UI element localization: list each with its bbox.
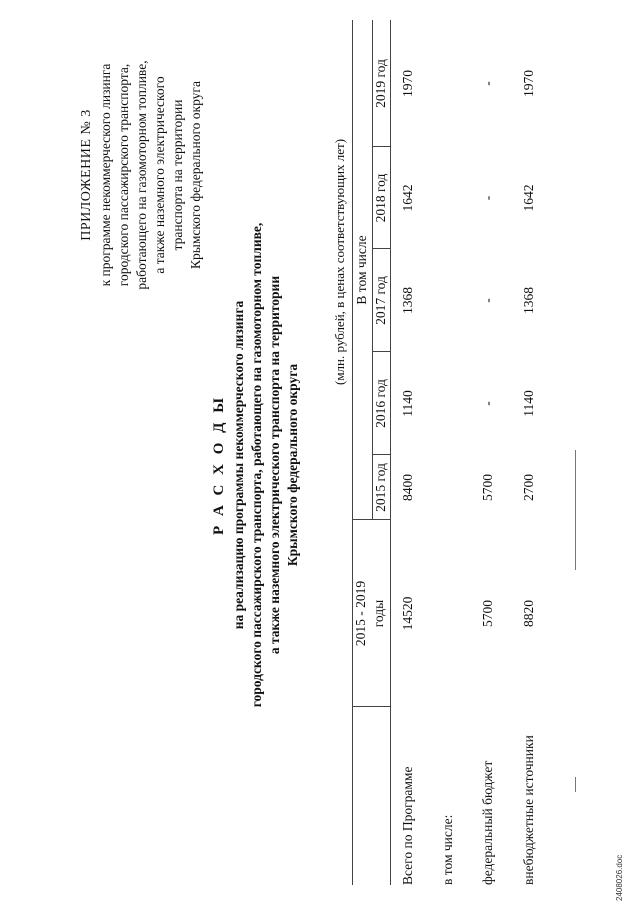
document-title: Р А С Х О Д Ы bbox=[211, 395, 227, 535]
row-value: - bbox=[480, 298, 495, 303]
year-header: 2018 год bbox=[373, 173, 388, 223]
appendix-line: городского пассажирского транспорта, bbox=[116, 63, 131, 287]
row-value: 1368 bbox=[400, 287, 415, 314]
title-line: Крымского федерального округа bbox=[285, 363, 300, 567]
row-value: 1642 bbox=[400, 184, 415, 212]
row-value: 2700 bbox=[521, 474, 536, 501]
title-line: городского пассажирского транспорта, работающего на газомоторном топливе, bbox=[249, 222, 264, 708]
row-label: Всего по Программе bbox=[400, 766, 415, 885]
title-line: на реализацию программы некоммерческого лизинга bbox=[231, 300, 246, 630]
row-label: федеральный бюджет bbox=[480, 760, 495, 885]
appendix-block bbox=[78, 40, 205, 310]
row-total: 5700 bbox=[480, 600, 495, 627]
row-value: 1970 bbox=[521, 70, 536, 97]
row-value: 1140 bbox=[521, 390, 536, 417]
row-value: - bbox=[480, 195, 495, 201]
group-header: В том числе bbox=[354, 235, 369, 305]
total-header: 2015 - 2019 bbox=[353, 580, 368, 647]
appendix-line: работающего на газомоторном топливе, bbox=[134, 60, 149, 290]
row-value: 1970 bbox=[400, 70, 415, 97]
year-header: 2015 год bbox=[373, 463, 388, 512]
row-value: 5700 bbox=[480, 474, 495, 501]
appendix-line: а также наземного электрического bbox=[152, 76, 167, 274]
row-value: - bbox=[480, 81, 495, 86]
units-note: (млн. рублей, в ценах соответствующих лет) bbox=[332, 138, 347, 385]
year-header: 2016 год bbox=[373, 379, 388, 428]
row-value: 1642 bbox=[521, 184, 536, 212]
row-value: - bbox=[480, 401, 495, 406]
row-value: 1140 bbox=[400, 390, 415, 417]
appendix-line: к программе некоммерческого лизинга bbox=[98, 63, 113, 287]
year-header: 2017 год bbox=[373, 276, 388, 325]
total-header-years: годы bbox=[371, 599, 386, 628]
file-name: 2408026.doc bbox=[615, 854, 624, 901]
row-value: 8400 bbox=[400, 474, 415, 501]
appendix-line: транспорта на территории bbox=[170, 99, 185, 251]
row-label: внебюджетные источники bbox=[521, 735, 536, 885]
appendix-line: Крымского федерального округа bbox=[188, 81, 203, 269]
title-line: а также наземного электрического транспорта на территории bbox=[267, 275, 282, 655]
appendix-heading: ПРИЛОЖЕНИЕ № 3 bbox=[79, 109, 94, 241]
table-top-rule bbox=[352, 20, 353, 885]
year-header: 2019 год bbox=[373, 59, 388, 108]
header-bottom-rule bbox=[390, 20, 391, 885]
row-label: в том числе: bbox=[440, 814, 455, 885]
title-block bbox=[210, 185, 302, 745]
end-rule bbox=[575, 777, 576, 792]
row-total: 14520 bbox=[400, 596, 415, 631]
row-total: 8820 bbox=[521, 600, 536, 627]
row-value: 1368 bbox=[521, 287, 536, 314]
end-rule bbox=[575, 450, 576, 570]
